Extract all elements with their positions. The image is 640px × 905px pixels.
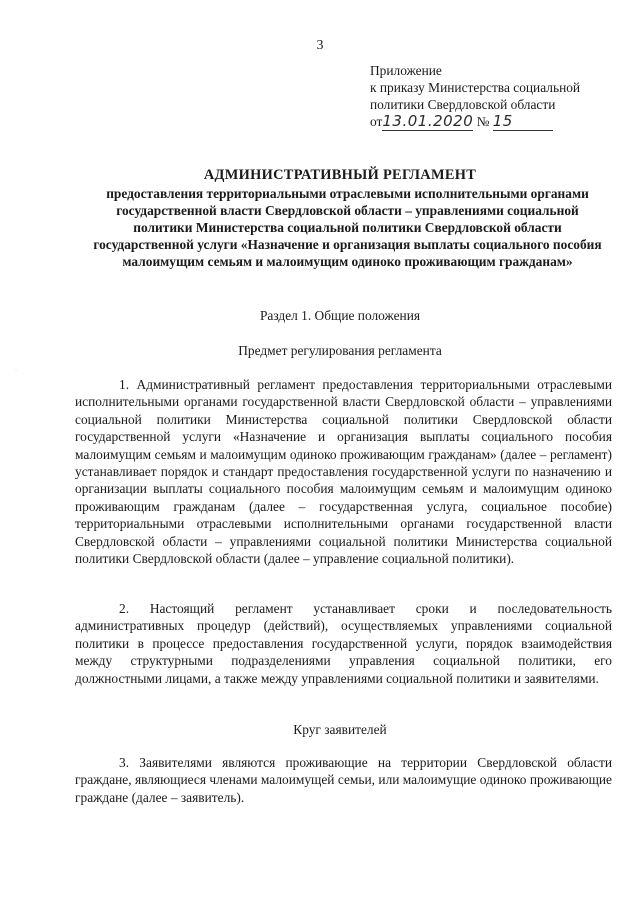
number-sign: № [476,114,490,129]
appendix-line-3: политики Свердловской области [370,97,556,112]
paragraph-3 [75,754,612,806]
document-title: АДМИНИСТРАТИВНЫЙ РЕГЛАМЕНТ [203,167,477,183]
date-underline [382,113,473,131]
handwritten-date: 13.01.2020 [382,112,474,130]
date-prefix: от [370,114,383,129]
number-underline [493,113,553,131]
appendix-line-2: к приказу Министерства социальной [370,80,581,95]
paragraph-3-text: 3. Заявителями являются проживающие на территории Свердловской области граждане, являющиеся членами малоимущей семьи, или малоимущие одиноко проживающие граждане (далее – заявитель). [75,755,612,805]
subject-heading: Предмет регулирования регламента [238,343,442,358]
margin-mark: · [15,368,17,374]
appendix-line-1: Приложение [370,63,442,78]
paragraph-2-text: 2. Настоящий регламент устанавливает сроки и последовательность административных процедур (действий), осуществляемых управлениями социальной политики в процессе предоставления государственной услуги, порядок взаимодействия между структурными подразделениями управления социальной политики, его должностными лицами, а также между управлениями социальной политики и заявителями. [75,601,612,686]
document-subtitle: предоставления территориальными отраслевыми исполнительными органами государственной власти Свердловской области – управлениями социальной политики Министерства социальной политики Свердловской области государственной услуги «Назначение и организация выплаты социального пособия малоимущим семьям и малоимущим одиноко проживающим гражданам» [93,186,602,269]
page-number: 3 [316,38,324,53]
section-heading: Раздел 1. Общие положения [259,308,421,323]
paragraph-1 [75,376,612,567]
handwritten-number: 15 [492,112,513,130]
appendix-block [370,62,580,131]
paragraph-1-text: 1. Административный регламент предоставления территориальными отраслевыми исполнительными органами государственной власти Свердловской области – управлениями социальной политики Министерства социальной политики Свердловской области государственной услуги «Назначение и организация выплаты социального пособия малоимущим семьям и малоимущим одиноко проживающим гражданам» (далее – регламент) устанавливает порядок и стандарт предоставления государственной услуги по назначению и организации выплаты социального пособия малоимущим семьям и малоимущим одиноко проживающим гражданам (далее – государственная услуга, социальное пособие) территориальными отраслевыми исполнительными органами государственной власти Свердловской области – управлениями социальной политики Министерства социальной политики Свердловской области (далее – управление социальной политики). [75,377,612,567]
applicants-heading: Круг заявителей [293,722,387,737]
appendix-date-line [370,113,580,131]
paragraph-2 [75,600,612,687]
